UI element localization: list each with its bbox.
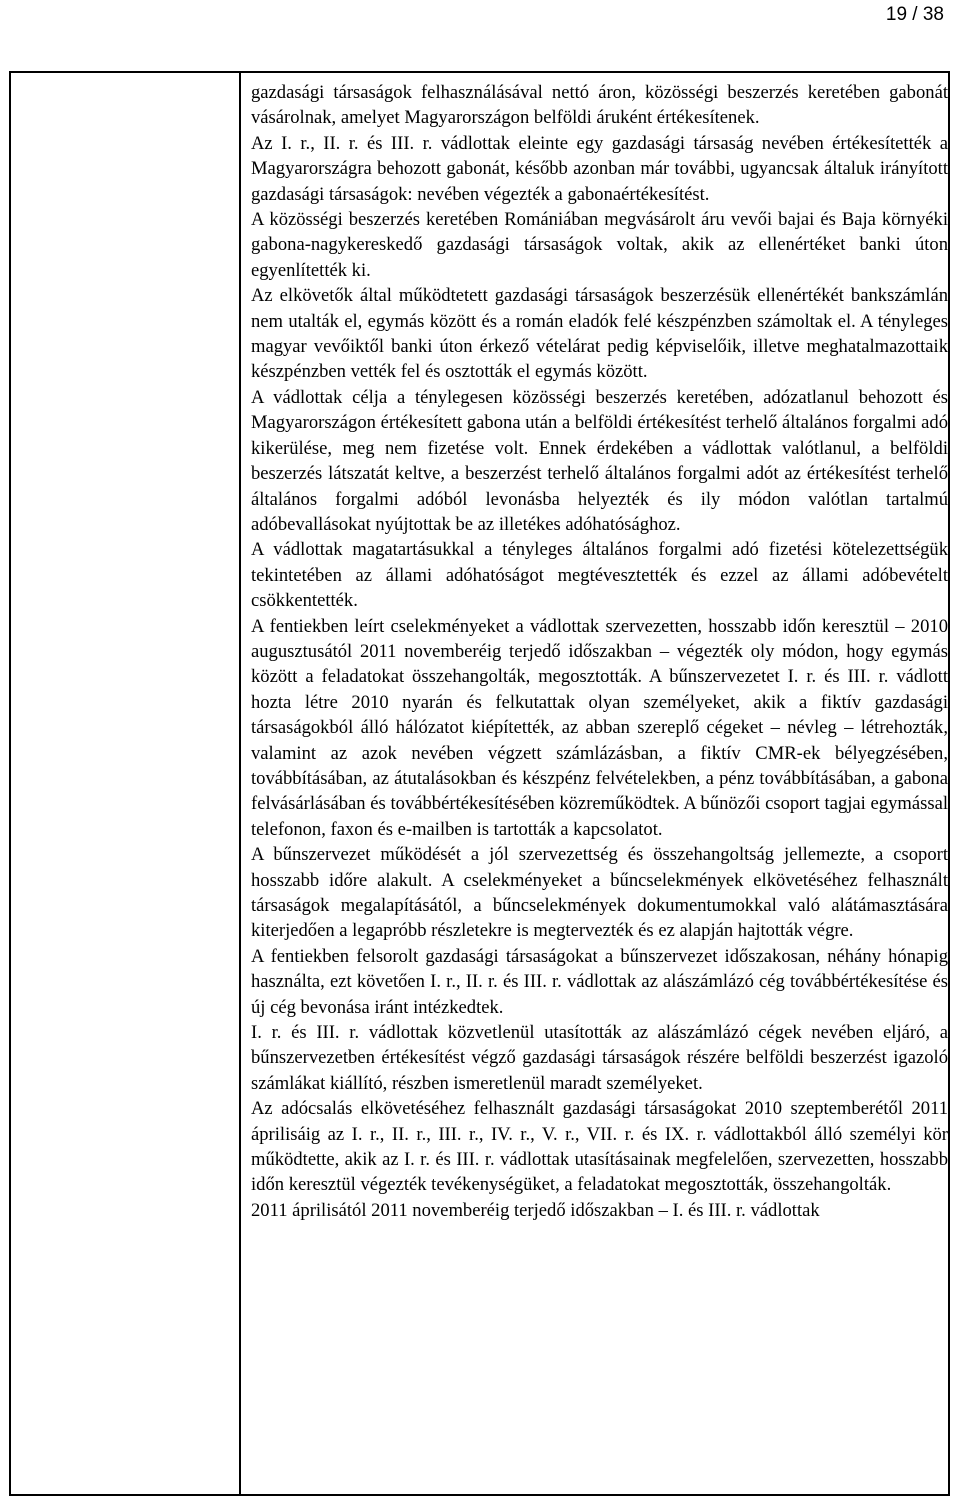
page-number: 19 / 38 [885,4,944,25]
main-text-column [241,73,948,1494]
paragraph: Az I. r., II. r. és III. r. vádlottak eleinte egy gazdasági társaság nevében értékesítették a Magyarországra behozott gabonát, később azonban már további, ugyancsak általuk irányított gazdasági társaságok: nevében végezték a gabonaértékesítést. [251,132,948,205]
paragraph: A fentiekben leírt cselekményeket a vádlottak szervezetten, hosszabb időn keresztül – 2010 augusztusától 2011 novemberéig terjedő időszakban – végezték oly módon, hogy egymás között a feladatokat összehangolták, megosztották. A bűnszervezetet I. r. és III. r. vádlott hozta létre 2010 nyarán és felkutattak olyan személyeket, akik a fiktív gazdasági társaságokból álló hálózatot kiépítették, az abban szereplő cégeket – névleg – létrehozták, valamint az azok nevében végzett számlázásban, a fiktív CMR-ek bélyegzésében, továbbításában, az átutalásokban és készpénz felvételekben, a pénz továbbításában, a gabona felvásárlásában és továbbértékesítésében közreműködtek. A bűnözői csoport tagjai egymással telefonon, faxon és e-mailben is tartották a kapcsolatot. [251,615,948,840]
document-table [9,71,950,1496]
paragraph: gazdasági társaságok felhasználásával nettó áron, közösségi beszerzés keretében gabonát vásárolnak, amelyet Magyarországon belföldi áruként értékesítenek. [251,82,948,129]
paragraph: A vádlottak magatartásukkal a tényleges általános forgalmi adó fizetési kötelezettségük tekintetében az állami adóhatóságot megtévesztették és ezzel az állami adóbevételt csökkentették. [251,539,948,612]
paragraph: Az elkövetők által működtetett gazdasági társaságok beszerzésük ellenértékét bankszámlán nem utalták el, egymás között és a román eladók felé készpénzben számoltak el. A tényleges magyar vevőiktől banki úton érkező vételárat pedig képviselőik, illetve meghatalmazottaik készpénzben vették fel és osztották el egymás között. [251,285,948,383]
paragraph: 2011 áprilisától 2011 novemberéig terjedő időszakban – I. és III. r. vádlottak [251,1199,820,1221]
paragraph: I. r. és III. r. vádlottak közvetlenül utasították az alászámlázó cégek nevében eljáró, a bűnszervezetben értékesítést végző gazdasági társaságok részére belföldi beszerzést igazoló számlákat kiállító, részben ismeretlenül maradt személyeket. [251,1022,948,1094]
paragraph: Az adócsalás elkövetéséhez felhasznált gazdasági társaságokat 2010 szeptemberétől 2011 áprilisáig az I. r., II. r., III. r., IV. r., V. r., VII. r. és IX. r. vádlottakból álló személyi kör működtette, akik az I. r. és III. r. vádlottak utasításainak megfelelően, szervezetten, hosszabb időn keresztül végezték tevékenységüket, a feladatokat megosztották, összehangolták. [251,1098,948,1196]
paragraph: A fentiekben felsorolt gazdasági társaságokat a bűnszervezet időszakosan, néhány hónapig használta, ezt követően I. r., II. r. és III. r. vádlottak az alászámlázó cég továbbértékesítése és új cég bevonása iránt intézkedtek. [251,945,948,1018]
paragraph: A közösségi beszerzés keretében Romániában megvásárolt áru vevői bajai és Baja környéki gabona-nagykereskedő gazdasági társaságok voltak, akik az ellenértéket banki úton egyenlítették ki. [251,209,948,281]
paragraph: A bűnszervezet működését a jól szervezettség és összehangoltság jellemezte, a csoport hosszabb időre alakult. A cselekményeket a bűncselekmények elkövetéséhez felhasznált társaságok megalapításától, a bűncselekmények dokumentumokkal való alátámasztására kiterjedően a legapróbb részletekre is megtervezték és ez alapján hajtották végre. [251,844,948,942]
paragraph: A vádlottak célja a ténylegesen közösségi beszerzés keretében, adózatlanul behozott és Magyarországon értékesített gabona után a belföldi értékesítést terhelő általános forgalmi adó kikerülése, meg nem fizetése volt. Ennek érdekében a vádlottak valótlanul, a belföldi beszerzés látszatát keltve, a beszerzést terhelő általános forgalmi adót az értékesítést terhelő általános forgalmi adóból levonásba helyezték és ily módon valótlan tartalmú adóbevallásokat nyújtottak be az illetékes adóhatósághoz. [251,386,948,535]
left-column [11,73,241,1494]
